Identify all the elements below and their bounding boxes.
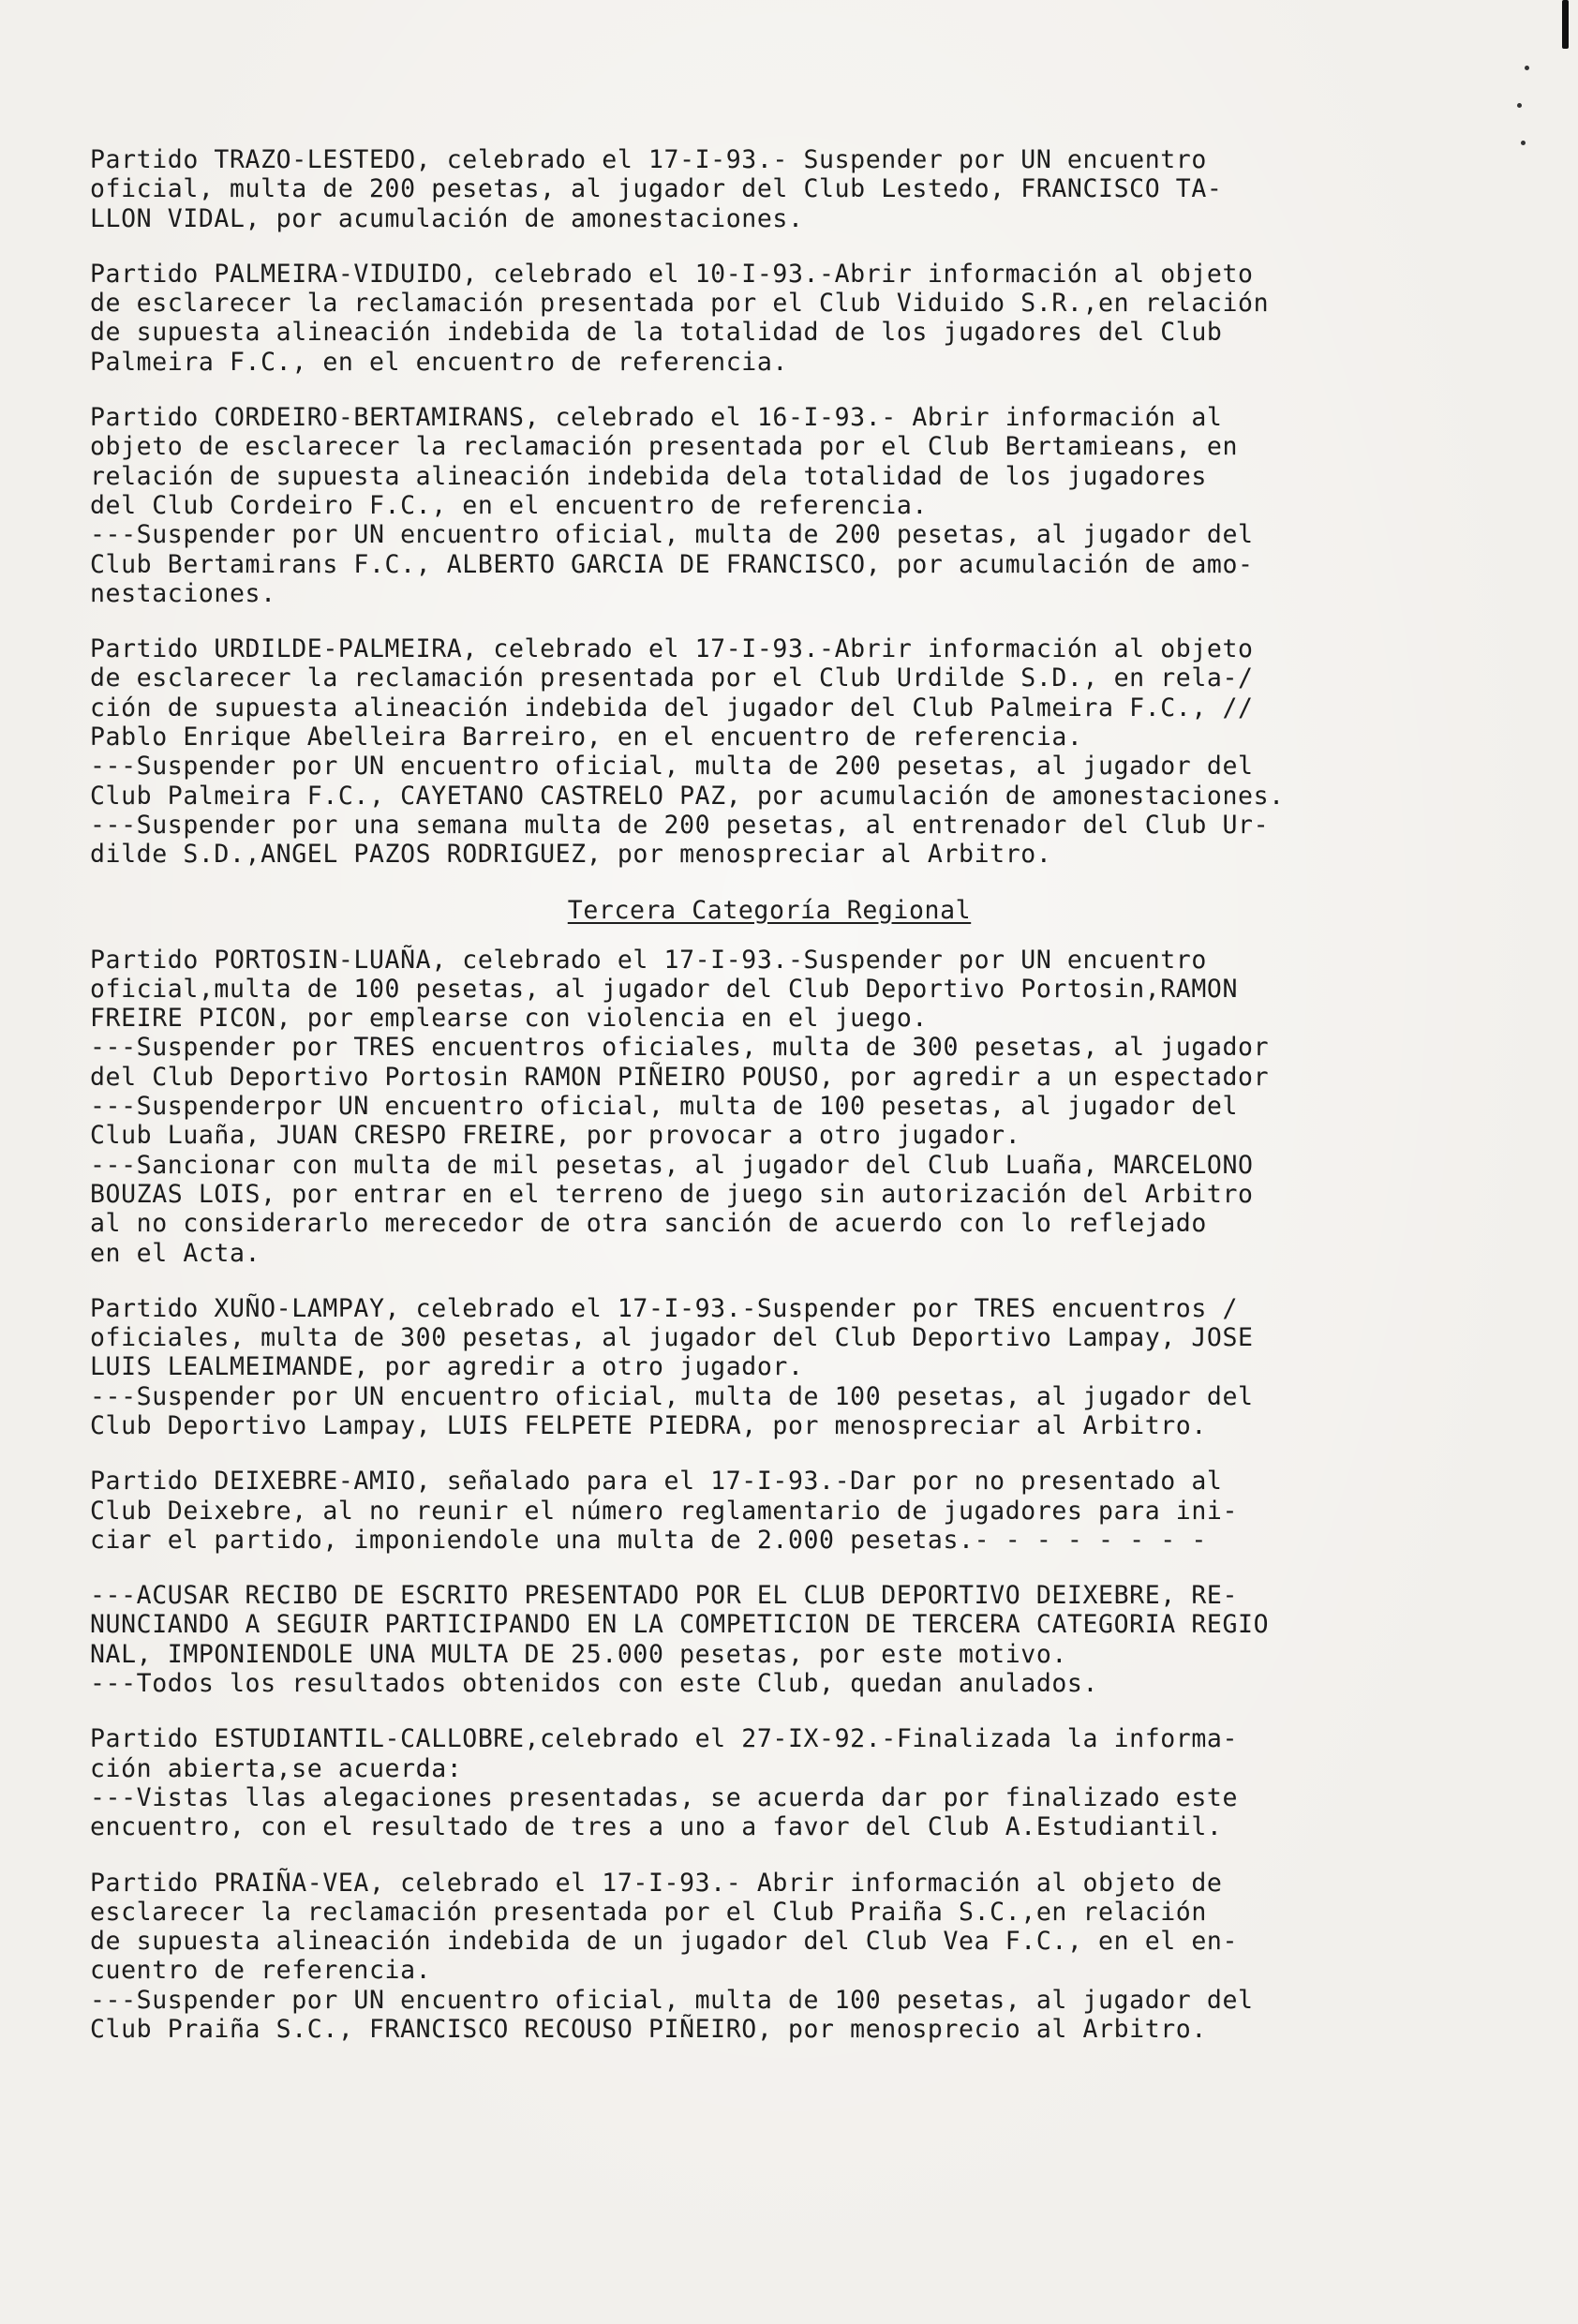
- text-line: Club Praiña S.C., FRANCISCO RECOUSO PIÑEIRO, por menosprecio al Arbitro.: [90, 2015, 1207, 2045]
- text-line: ---Suspender por UN encuentro oficial, multa de 200 pesetas, al jugador del: [90, 752, 1254, 782]
- text-line: ---Sancionar con multa de mil pesetas, al jugador del Club Luaña, MARCELONO: [90, 1150, 1254, 1180]
- text-line: Partido ESTUDIANTIL-CALLOBRE,celebrado el 27-IX-92.-Finalizada la informa-: [90, 1724, 1239, 1754]
- section-heading-text: Tercera Categoría Regional: [567, 895, 972, 925]
- ruling-paragraph: [90, 1724, 1533, 1841]
- text-line: al no considerarlo merecedor de otra sanción de acuerdo con lo reflejado: [90, 1209, 1207, 1239]
- scan-speck: [1517, 103, 1522, 108]
- text-line: FREIRE PICON, por emplearse con violencia en el juego.: [90, 1004, 928, 1034]
- ruling-paragraph: [90, 145, 1533, 233]
- text-line: ---Suspender por UN encuentro oficial, multa de 200 pesetas, al jugador del: [90, 520, 1254, 550]
- text-line: ---Suspender por UN encuentro oficial, multa de 100 pesetas, al jugador del: [90, 1381, 1254, 1411]
- text-line: ---Suspender por TRES encuentros oficiales, multa de 300 pesetas, al jugador: [90, 1033, 1270, 1063]
- ruling-paragraph: [90, 1869, 1533, 2045]
- ruling-paragraph: [90, 403, 1533, 608]
- ruling-paragraph: [90, 634, 1533, 869]
- text-line: Club Palmeira F.C., CAYETANO CASTRELO PAZ, por acumulación de amonestaciones.: [90, 781, 1285, 811]
- scan-edge-mark: [1562, 0, 1569, 49]
- text-line: BOUZAS LOIS, por entrar en el terreno de juego sin autorización del Arbitro: [90, 1179, 1254, 1209]
- text-line: LLON VIDAL, por acumulación de amonestaciones.: [90, 203, 804, 233]
- text-line: Partido XUÑO-LAMPAY, celebrado el 17-I-93.-Suspender por TRES encuentros /: [90, 1293, 1239, 1323]
- text-line: encuentro, con el resultado de tres a uno a favor del Club A.Estudiantil.: [90, 1812, 1223, 1842]
- text-line: Partido PALMEIRA-VIDUIDO, celebrado el 10-I-93.-Abrir información al objeto: [90, 259, 1254, 289]
- scan-speck: [1525, 66, 1529, 70]
- text-line: ---Todos los resultados obtenidos con este Club, quedan anulados.: [90, 1669, 1099, 1699]
- text-line: Partido PRAIÑA-VEA, celebrado el 17-I-93.- Abrir información al objeto de: [90, 1868, 1223, 1898]
- text-line: ---Suspender por UN encuentro oficial, multa de 100 pesetas, al jugador del: [90, 1985, 1254, 2015]
- text-line: del Club Cordeiro F.C., en el encuentro de referencia.: [90, 490, 928, 520]
- text-line: objeto de esclarecer la reclamación presentada por el Club Bertamieans, en: [90, 432, 1239, 462]
- text-line: oficiales, multa de 300 pesetas, al jugador del Club Deportivo Lampay, JOSE: [90, 1323, 1254, 1353]
- text-line: Partido PORTOSIN-LUAÑA, celebrado el 17-I-93.-Suspender por UN encuentro: [90, 945, 1207, 975]
- text-line: oficial, multa de 200 pesetas, al jugador del Club Lestedo, FRANCISCO TA-: [90, 174, 1223, 204]
- text-line: de supuesta alineación indebida de un jugador del Club Vea F.C., en el en-: [90, 1927, 1239, 1957]
- text-line: NUNCIANDO A SEGUIR PARTICIPANDO EN LA COMPETICION DE TERCERA CATEGORIA REGIO: [90, 1610, 1270, 1640]
- text-line: Club Luaña, JUAN CRESPO FREIRE, por provocar a otro jugador.: [90, 1121, 1021, 1151]
- ruling-paragraph: [90, 1467, 1533, 1555]
- text-line: esclarecer la reclamación presentada por el Club Praiña S.C.,en relación: [90, 1897, 1207, 1927]
- text-line: ción de supuesta alineación indebida del jugador del Club Palmeira F.C., //: [90, 693, 1254, 723]
- text-line: en el Acta.: [90, 1238, 261, 1268]
- text-line: de esclarecer la reclamación presentada por el Club Viduido S.R.,en relación: [90, 289, 1270, 319]
- ruling-paragraph: [90, 260, 1533, 377]
- document-body: [90, 145, 1533, 2070]
- text-line: nestaciones.: [90, 578, 276, 608]
- text-line: ---Vistas llas alegaciones presentadas, se acuerda dar por finalizado este: [90, 1782, 1239, 1812]
- text-line: ---Suspender por una semana multa de 200 pesetas, al entrenador del Club Ur-: [90, 810, 1270, 840]
- text-line: ---Suspenderpor UN encuentro oficial, multa de 100 pesetas, al jugador del: [90, 1092, 1239, 1122]
- text-line: Club Deixebre, al no reunir el número reglamentario de jugadores para ini-: [90, 1496, 1239, 1526]
- text-line: cuentro de referencia.: [90, 1956, 432, 1986]
- text-line: Pablo Enrique Abelleira Barreiro, en el encuentro de referencia.: [90, 723, 1083, 752]
- text-line: del Club Deportivo Portosin RAMON PIÑEIRO POUSO, por agredir a un espectador: [90, 1062, 1270, 1092]
- text-line: ciar el partido, imponiendole una multa de 2.000 pesetas.- - - - - - - -: [90, 1525, 1207, 1555]
- text-line: dilde S.D.,ANGEL PAZOS RODRIGUEZ, por menospreciar al Arbitro.: [90, 840, 1052, 870]
- section-heading: [90, 896, 1533, 925]
- text-line: de supuesta alineación indebida de la totalidad de los jugadores del Club: [90, 318, 1223, 348]
- ruling-paragraph: [90, 1581, 1533, 1698]
- text-line: ---ACUSAR RECIBO DE ESCRITO PRESENTADO POR EL CLUB DEPORTIVO DEIXEBRE, RE-: [90, 1581, 1239, 1611]
- text-line: Club Deportivo Lampay, LUIS FELPETE PIEDRA, por menospreciar al Arbitro.: [90, 1410, 1207, 1440]
- text-line: relación de supuesta alineación indebida dela totalidad de los jugadores: [90, 461, 1207, 491]
- text-line: Partido DEIXEBRE-AMIO, señalado para el 17-I-93.-Dar por no presentado al: [90, 1467, 1223, 1497]
- text-line: oficial,multa de 100 pesetas, al jugador del Club Deportivo Portosin,RAMON: [90, 974, 1239, 1004]
- text-line: de esclarecer la reclamación presentada por el Club Urdilde S.D., en rela-/: [90, 663, 1254, 693]
- text-line: NAL, IMPONIENDOLE UNA MULTA DE 25.000 pesetas, por este motivo.: [90, 1639, 1067, 1669]
- text-line: Club Bertamirans F.C., ALBERTO GARCIA DE FRANCISCO, por acumulación de amo-: [90, 549, 1254, 579]
- ruling-paragraph: [90, 1294, 1533, 1440]
- text-line: Partido TRAZO-LESTEDO, celebrado el 17-I-93.- Suspender por UN encuentro: [90, 145, 1207, 174]
- text-line: Partido CORDEIRO-BERTAMIRANS, celebrado el 16-I-93.- Abrir información al: [90, 403, 1223, 433]
- text-line: Partido URDILDE-PALMEIRA, celebrado el 17-I-93.-Abrir información al objeto: [90, 634, 1254, 664]
- text-line: ción abierta,se acuerda:: [90, 1753, 463, 1783]
- text-line: Palmeira F.C., en el encuentro de referencia.: [90, 347, 788, 377]
- ruling-paragraph: [90, 946, 1533, 1268]
- text-line: LUIS LEALMEIMANDE, por agredir a otro jugador.: [90, 1352, 804, 1382]
